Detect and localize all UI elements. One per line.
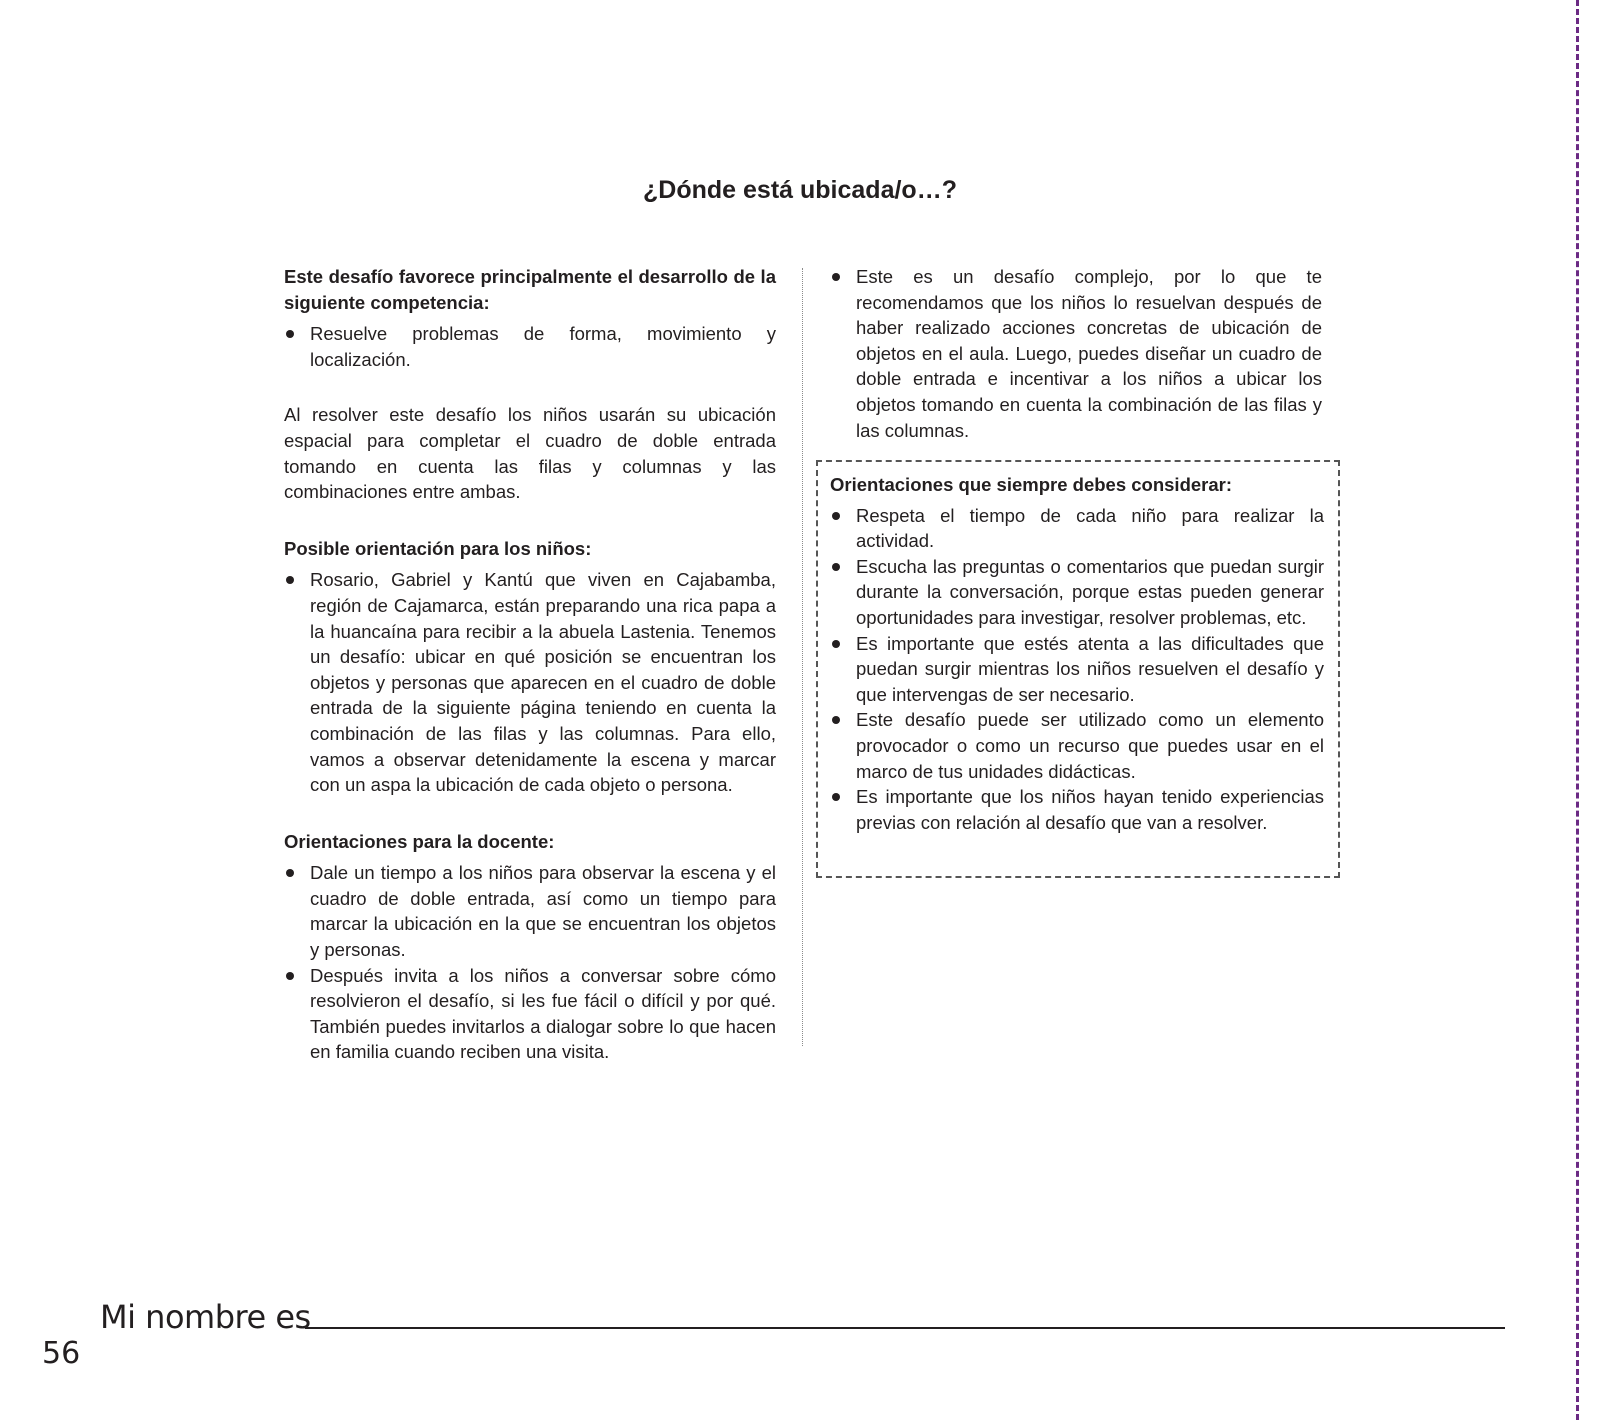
column-divider bbox=[802, 268, 803, 1046]
list-item: Es importante que estés atenta a las dificultades que puedan surgir mientras los niños resuelven el desafío y que intervengas de ser necesario. bbox=[830, 631, 1324, 708]
bullet-icon bbox=[286, 869, 294, 877]
list-item: Después invita a los niños a conversar sobre cómo resolvieron el desafío, si les fue fácil o difícil y por qué. También puedes invitarlos a dialogar sobre lo que hacen en familia cuando reciben una visita. bbox=[284, 963, 776, 1065]
considerations-heading: Orientaciones que siempre debes considerar: bbox=[830, 474, 1233, 495]
intro-paragraph: Al resolver este desafío los niños usarán su ubicación espacial para completar el cuadro de doble entrada tomando en cuenta las filas y columnas y las combinaciones entre ambas. bbox=[284, 404, 776, 503]
cut-line bbox=[1576, 0, 1579, 1420]
left-column bbox=[284, 264, 776, 1065]
list-item: Rosario, Gabriel y Kantú que viven en Cajabamba, región de Cajamarca, están preparando una rica papa a la huancaína para recibir a la abuela Lastenia. Tenemos un desafío: ubicar en qué posición se encuentran los objetos y personas que aparecen en el cuadro de doble entrada de la siguiente página teniendo en cuenta la combinación de las filas y las columnas. Para ello, vamos a observar detenidamente la escena y marcar con un aspa la ubicación de cada objeto o persona. bbox=[284, 567, 776, 797]
competency-list bbox=[284, 321, 776, 372]
right-column bbox=[830, 264, 1322, 443]
list-item: Este desafío puede ser utilizado como un elemento provocador o como un recurso que puedes usar en el marco de tus unidades didácticas. bbox=[830, 707, 1324, 784]
bullet-icon bbox=[832, 512, 840, 520]
page-number: 56 bbox=[42, 1336, 81, 1371]
bullet-icon bbox=[286, 972, 294, 980]
list-item: Dale un tiempo a los niños para observar la escena y el cuadro de doble entrada, así como un tiempo para marcar la ubicación en la que se encuentran los objetos y personas. bbox=[284, 860, 776, 962]
bullet-icon bbox=[832, 640, 840, 648]
child-orientation-list bbox=[284, 567, 776, 797]
competency-heading: Este desafío favorece principalmente el desarrollo de la siguiente competencia: bbox=[284, 266, 776, 313]
bullet-icon bbox=[832, 563, 840, 571]
list-item: Es importante que los niños hayan tenido experiencias previas con relación al desafío que van a resolver. bbox=[830, 784, 1324, 835]
bullet-icon bbox=[832, 716, 840, 724]
bullet-icon bbox=[832, 793, 840, 801]
list-item: Resuelve problemas de forma, movimiento y localización. bbox=[284, 321, 776, 372]
right-intro-list bbox=[830, 264, 1322, 443]
teacher-orientation-list bbox=[284, 860, 776, 1065]
bullet-icon bbox=[286, 330, 294, 338]
bullet-icon bbox=[832, 273, 840, 281]
considerations-list bbox=[830, 503, 1324, 836]
name-label: Mi nombre es bbox=[100, 1298, 311, 1336]
list-item: Este es un desafío complejo, por lo que te recomendamos que los niños lo resuelvan después de haber realizado acciones concretas de ubicación de objetos en el aula. Luego, puedes diseñar un cuadro de doble entrada e incentivar a los niños a ubicar los objetos tomando en cuenta la combinación de las filas y las columnas. bbox=[830, 264, 1322, 443]
page-title: ¿Dónde está ubicada/o…? bbox=[643, 176, 957, 204]
name-writing-line[interactable] bbox=[305, 1327, 1505, 1329]
list-item: Respeta el tiempo de cada niño para realizar la actividad. bbox=[830, 503, 1324, 554]
bullet-icon bbox=[286, 576, 294, 584]
teacher-orientation-heading: Orientaciones para la docente: bbox=[284, 830, 555, 852]
list-item: Escucha las preguntas o comentarios que puedan surgir durante la conversación, porque estas pueden generar oportunidades para investigar, resolver problemas, etc. bbox=[830, 554, 1324, 631]
considerations-box bbox=[816, 460, 1340, 878]
child-orientation-heading: Posible orientación para los niños: bbox=[284, 537, 592, 559]
